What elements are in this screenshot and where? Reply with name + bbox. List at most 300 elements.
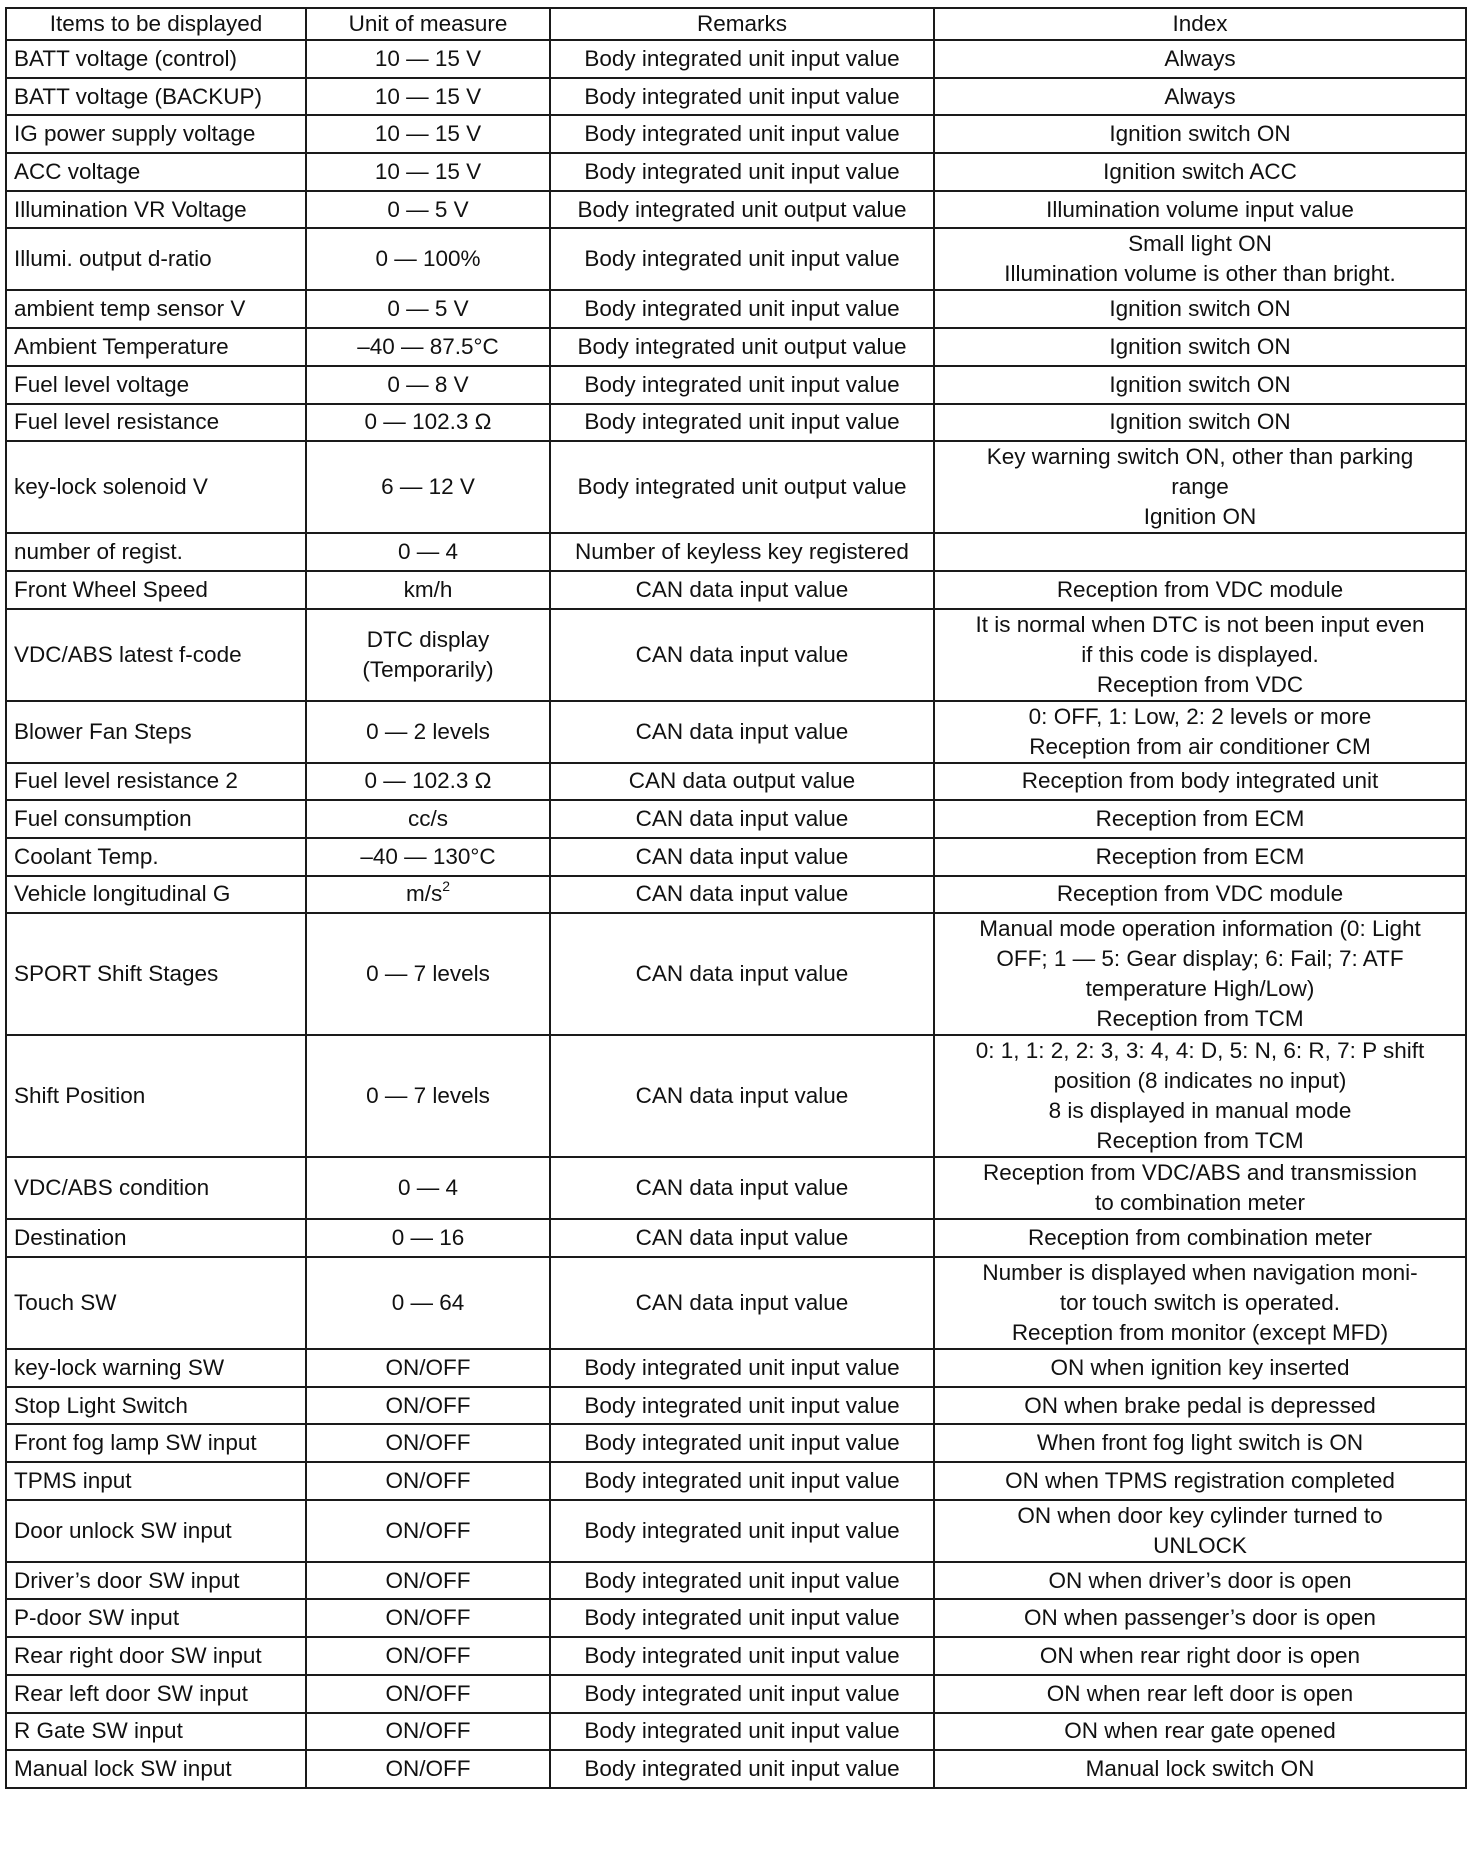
item-cell	[6, 913, 306, 1035]
index-cell	[934, 913, 1466, 1035]
unit-cell	[306, 290, 550, 328]
unit-cell	[306, 838, 550, 876]
index-cell-line: Reception from body integrated unit	[1021, 768, 1379, 794]
unit-cell	[306, 1675, 550, 1713]
item-cell	[6, 328, 306, 366]
index-cell-line: ON when TPMS registration completed	[1005, 1467, 1395, 1493]
item-cell	[6, 1157, 306, 1219]
item-cell-text: Coolant Temp.	[14, 843, 159, 869]
remarks-cell-text: CAN data input value	[635, 718, 849, 744]
index-cell-line: Ignition switch ON	[1109, 296, 1291, 322]
item-cell-text: VDC/ABS condition	[14, 1175, 210, 1201]
unit-cell-text: –40 — 130°C	[360, 843, 496, 869]
unit-cell	[306, 1750, 550, 1788]
index-cell-line: Illumination volume is other than bright.	[1004, 261, 1396, 287]
remarks-cell	[550, 441, 934, 533]
item-cell-text: Fuel level resistance 2	[14, 768, 238, 794]
item-cell	[6, 701, 306, 763]
remarks-cell	[550, 328, 934, 366]
unit-cell-text: –40 — 87.5°C	[357, 333, 499, 359]
item-cell-text: Fuel level voltage	[14, 371, 190, 397]
remarks-cell-text: CAN data input value	[635, 806, 849, 832]
item-cell	[6, 191, 306, 229]
table-row	[6, 441, 1466, 533]
unit-cell-text: ON/OFF	[385, 1680, 471, 1706]
unit-cell	[306, 404, 550, 442]
table-row	[6, 1562, 1466, 1600]
item-cell	[6, 40, 306, 78]
remarks-cell	[550, 78, 934, 116]
remarks-cell	[550, 153, 934, 191]
unit-cell-text: 0 — 8 V	[387, 371, 469, 397]
index-cell	[934, 228, 1466, 290]
index-cell	[934, 1750, 1466, 1788]
item-cell-text: number of regist.	[14, 539, 183, 565]
item-cell	[6, 1500, 306, 1562]
remarks-cell-text: CAN data input value	[635, 1225, 849, 1251]
index-cell	[934, 441, 1466, 533]
index-cell-line: Always	[1164, 45, 1236, 71]
table-row	[6, 913, 1466, 1035]
index-cell-line: if this code is displayed.	[1081, 641, 1319, 667]
table-row	[6, 191, 1466, 229]
index-cell-line: tor touch switch is operated.	[1059, 1290, 1341, 1315]
index-cell	[934, 78, 1466, 116]
item-cell-text: Front fog lamp SW input	[14, 1430, 257, 1456]
table-row	[6, 1157, 1466, 1219]
item-cell	[6, 441, 306, 533]
index-cell-line: Reception from monitor (except MFD)	[1011, 1320, 1389, 1345]
item-cell-text: key-lock solenoid V	[14, 474, 208, 500]
index-cell-line: Reception from VDC/ABS and transmission	[983, 1160, 1417, 1186]
remarks-cell	[550, 1500, 934, 1562]
remarks-cell	[550, 1257, 934, 1349]
item-cell	[6, 1257, 306, 1349]
item-cell	[6, 1219, 306, 1257]
header-remarks: Remarks	[550, 8, 934, 40]
item-cell-text: IG power supply voltage	[14, 121, 256, 147]
item-cell	[6, 1637, 306, 1675]
index-cell	[934, 191, 1466, 229]
unit-cell	[306, 1349, 550, 1387]
index-cell-line: 8 is displayed in manual mode	[1048, 1098, 1352, 1124]
item-cell	[6, 78, 306, 116]
item-cell-text: P-door SW input	[14, 1605, 180, 1631]
item-cell	[6, 1349, 306, 1387]
index-cell-line: Reception from ECM	[1095, 843, 1305, 869]
unit-cell	[306, 228, 550, 290]
item-cell-text: VDC/ABS latest f-code	[14, 641, 242, 667]
remarks-cell-text: Body integrated unit input value	[584, 296, 900, 322]
unit-cell-text: 0 — 5 V	[387, 196, 469, 222]
unit-cell	[306, 609, 550, 701]
table-row	[6, 328, 1466, 366]
unit-cell	[306, 1637, 550, 1675]
header-unit: Unit of measure	[306, 8, 550, 40]
index-cell-line: Always	[1164, 83, 1236, 109]
remarks-cell	[550, 876, 934, 914]
unit-cell-text: 0 — 7 levels	[366, 961, 490, 987]
index-cell-line: Small light ON	[1128, 231, 1272, 257]
table-row	[6, 1675, 1466, 1713]
index-cell	[934, 838, 1466, 876]
index-cell-line: Manual mode operation information (0: Light	[979, 916, 1421, 942]
item-cell	[6, 153, 306, 191]
remarks-cell-text: Body integrated unit input value	[584, 246, 900, 272]
item-cell-text: Illumi. output d-ratio	[14, 246, 212, 272]
remarks-cell-text: Body integrated unit input value	[584, 158, 900, 184]
remarks-cell	[550, 800, 934, 838]
table-row	[6, 838, 1466, 876]
data-monitor-table	[5, 7, 1467, 1789]
table-row	[6, 1750, 1466, 1788]
item-cell-text: Vehicle longitudinal G	[14, 881, 231, 907]
item-cell	[6, 838, 306, 876]
item-cell	[6, 228, 306, 290]
index-cell-line: Reception from VDC module	[1056, 881, 1344, 907]
table-row	[6, 701, 1466, 763]
remarks-cell-text: Body integrated unit input value	[584, 1605, 900, 1631]
header-items: Items to be displayed	[6, 8, 306, 40]
unit-cell	[306, 913, 550, 1035]
remarks-cell	[550, 40, 934, 78]
index-cell-line: 0: 1, 1: 2, 2: 3, 3: 4, 4: D, 5: N, 6: R, 7: P shift	[975, 1038, 1425, 1064]
index-cell	[934, 609, 1466, 701]
item-cell-text: R Gate SW input	[14, 1718, 183, 1744]
unit-cell-text: m/s	[405, 881, 443, 907]
item-cell	[6, 609, 306, 701]
unit-cell-text: km/h	[403, 576, 453, 602]
index-cell	[934, 571, 1466, 609]
remarks-cell	[550, 404, 934, 442]
unit-cell-text: 0 — 2 levels	[366, 718, 490, 744]
unit-cell	[306, 366, 550, 404]
index-cell-line: ON when driver’s door is open	[1048, 1567, 1352, 1593]
index-cell	[934, 1713, 1466, 1751]
item-cell-text: TPMS input	[14, 1467, 132, 1493]
index-cell-line: ON when passenger’s door is open	[1024, 1605, 1376, 1631]
index-cell-line: Reception from TCM	[1096, 1128, 1304, 1154]
table-row	[6, 609, 1466, 701]
unit-cell-text: ON/OFF	[385, 1430, 471, 1456]
index-cell-line: to combination meter	[1094, 1190, 1306, 1216]
index-cell-line: UNLOCK	[1153, 1532, 1247, 1558]
item-cell	[6, 571, 306, 609]
item-cell-text: Fuel consumption	[14, 806, 192, 832]
unit-cell	[306, 1424, 550, 1462]
unit-cell-text: 0 — 4	[397, 539, 459, 565]
table-row	[6, 1257, 1466, 1349]
item-cell-text: Shift Position	[14, 1083, 146, 1109]
index-cell-line: Illumination volume input value	[1046, 196, 1354, 222]
table-row	[6, 1349, 1466, 1387]
remarks-cell	[550, 1675, 934, 1713]
item-cell-text: Rear left door SW input	[14, 1680, 248, 1706]
item-cell-text: key-lock warning SW	[14, 1354, 225, 1380]
item-cell-text: Ambient Temperature	[14, 333, 229, 359]
unit-cell	[306, 1599, 550, 1637]
remarks-cell-text: Body integrated unit input value	[584, 1517, 900, 1543]
remarks-cell-text: Body integrated unit input value	[584, 1718, 900, 1744]
table-row	[6, 115, 1466, 153]
unit-cell-text: 0 — 100%	[375, 246, 481, 272]
index-cell	[934, 701, 1466, 763]
unit-cell-line: DTC display	[366, 626, 490, 652]
item-cell-text: Driver’s door SW input	[14, 1567, 240, 1593]
unit-cell	[306, 1219, 550, 1257]
index-cell-line: OFF; 1 — 5: Gear display; 6: Fail; 7: ATF	[996, 946, 1404, 972]
item-cell-text: Rear right door SW input	[14, 1642, 262, 1668]
unit-cell-text: 6 — 12 V	[381, 474, 475, 500]
remarks-cell-text: Body integrated unit input value	[584, 83, 900, 109]
unit-cell-text: 0 — 7 levels	[366, 1083, 490, 1109]
index-cell	[934, 1219, 1466, 1257]
index-cell-line: position (8 indicates no input)	[1053, 1068, 1347, 1094]
remarks-cell	[550, 1424, 934, 1462]
table-row	[6, 533, 1466, 571]
item-cell-text: BATT voltage (BACKUP)	[14, 83, 262, 109]
unit-cell	[306, 191, 550, 229]
remarks-cell-text: CAN data input value	[635, 1175, 849, 1201]
index-cell	[934, 1599, 1466, 1637]
table-row	[6, 290, 1466, 328]
item-cell-text: Front Wheel Speed	[14, 576, 208, 602]
item-cell	[6, 1750, 306, 1788]
index-cell	[934, 1257, 1466, 1349]
remarks-cell-text: Body integrated unit input value	[584, 1467, 900, 1493]
item-cell-text: Blower Fan Steps	[14, 718, 192, 744]
index-cell-line: When front fog light switch is ON	[1036, 1430, 1364, 1456]
index-cell-line: Reception from TCM	[1096, 1006, 1304, 1032]
remarks-cell	[550, 1713, 934, 1751]
unit-cell-text: ON/OFF	[385, 1642, 471, 1668]
index-cell	[934, 366, 1466, 404]
unit-cell	[306, 763, 550, 801]
remarks-cell	[550, 1219, 934, 1257]
unit-cell-text: ON/OFF	[385, 1756, 471, 1782]
remarks-cell-text: CAN data input value	[635, 576, 849, 602]
remarks-cell	[550, 1157, 934, 1219]
table-row	[6, 763, 1466, 801]
remarks-cell	[550, 1599, 934, 1637]
index-cell-line: range	[1171, 474, 1229, 500]
index-cell-line: ON when door key cylinder turned to	[1017, 1502, 1383, 1528]
item-cell	[6, 533, 306, 571]
unit-cell	[306, 800, 550, 838]
remarks-cell-text: Number of keyless key registered	[575, 539, 909, 565]
remarks-cell-text: Body integrated unit output value	[577, 333, 907, 359]
unit-cell	[306, 115, 550, 153]
index-cell-line: ON when ignition key inserted	[1050, 1354, 1350, 1380]
index-cell-line: Reception from ECM	[1095, 806, 1305, 832]
remarks-cell-text: Body integrated unit input value	[584, 371, 900, 397]
index-cell-line: temperature High/Low)	[1085, 976, 1315, 1002]
index-cell-line: Key warning switch ON, other than parking	[986, 444, 1414, 470]
remarks-cell	[550, 290, 934, 328]
remarks-cell-text: CAN data output value	[628, 768, 856, 794]
remarks-cell	[550, 191, 934, 229]
remarks-cell	[550, 701, 934, 763]
item-cell-text: Illumination VR Voltage	[14, 196, 247, 222]
table-body	[6, 40, 1466, 1788]
index-cell	[934, 1157, 1466, 1219]
unit-cell-text: 0 — 16	[391, 1225, 465, 1251]
index-cell	[934, 40, 1466, 78]
index-cell	[934, 763, 1466, 801]
index-cell	[934, 1387, 1466, 1425]
unit-cell-text: 0 — 102.3 Ω	[364, 768, 492, 794]
unit-cell	[306, 1035, 550, 1157]
index-cell	[934, 876, 1466, 914]
index-cell-line: Reception from VDC	[1096, 671, 1304, 697]
item-cell	[6, 1462, 306, 1500]
remarks-cell	[550, 1562, 934, 1600]
remarks-cell-text: Body integrated unit input value	[584, 1642, 900, 1668]
item-cell-text: Stop Light Switch	[14, 1392, 188, 1418]
unit-cell	[306, 1500, 550, 1562]
table-row	[6, 1713, 1466, 1751]
remarks-cell	[550, 533, 934, 571]
unit-cell-text: ON/OFF	[385, 1567, 471, 1593]
index-cell-line: 0: OFF, 1: Low, 2: 2 levels or more	[1028, 703, 1372, 729]
remarks-cell	[550, 763, 934, 801]
index-cell	[934, 115, 1466, 153]
item-cell-text: BATT voltage (control)	[14, 45, 238, 71]
remarks-cell	[550, 1750, 934, 1788]
index-cell	[934, 1562, 1466, 1600]
unit-cell	[306, 533, 550, 571]
unit-cell	[306, 1713, 550, 1751]
remarks-cell-text: Body integrated unit input value	[584, 121, 900, 147]
unit-superscript: 2	[442, 877, 451, 894]
index-cell-line: ON when rear right door is open	[1039, 1642, 1361, 1668]
header-index: Index	[934, 8, 1466, 40]
table-row	[6, 1387, 1466, 1425]
unit-cell-text: ON/OFF	[385, 1467, 471, 1493]
item-cell	[6, 404, 306, 442]
table-row	[6, 228, 1466, 290]
remarks-cell-text: Body integrated unit input value	[584, 1756, 900, 1782]
index-cell-line: Ignition switch ON	[1109, 121, 1291, 147]
item-cell	[6, 1713, 306, 1751]
table-row	[6, 1035, 1466, 1157]
index-cell	[934, 290, 1466, 328]
remarks-cell-text: Body integrated unit input value	[584, 1430, 900, 1456]
table-row	[6, 366, 1466, 404]
remarks-cell	[550, 115, 934, 153]
remarks-cell-text: CAN data input value	[635, 1083, 849, 1109]
unit-cell-line: (Temporarily)	[362, 656, 494, 682]
index-cell	[934, 1462, 1466, 1500]
item-cell	[6, 1387, 306, 1425]
index-cell-line: Number is displayed when navigation moni-	[982, 1260, 1418, 1285]
index-cell	[934, 1349, 1466, 1387]
remarks-cell-text: Body integrated unit input value	[584, 409, 900, 435]
index-cell	[934, 800, 1466, 838]
unit-cell	[306, 876, 550, 914]
remarks-cell	[550, 609, 934, 701]
header-row	[6, 8, 1466, 40]
unit-cell	[306, 1257, 550, 1349]
unit-cell-text: 0 — 64	[391, 1290, 465, 1315]
item-cell	[6, 763, 306, 801]
item-cell	[6, 1035, 306, 1157]
unit-cell	[306, 1462, 550, 1500]
remarks-cell-text: CAN data input value	[635, 843, 849, 869]
item-cell-text: Manual lock SW input	[14, 1756, 232, 1782]
remarks-cell	[550, 1387, 934, 1425]
item-cell-text: SPORT Shift Stages	[14, 961, 219, 987]
index-cell	[934, 1035, 1466, 1157]
unit-cell	[306, 153, 550, 191]
remarks-cell	[550, 1462, 934, 1500]
remarks-cell-text: CAN data input value	[635, 1290, 849, 1315]
unit-cell-text: 0 — 4	[397, 1175, 459, 1201]
unit-cell	[306, 1157, 550, 1219]
index-cell-line: It is normal when DTC is not been input even	[975, 611, 1425, 637]
remarks-cell	[550, 1035, 934, 1157]
remarks-cell-text: Body integrated unit input value	[584, 1680, 900, 1706]
unit-cell	[306, 1387, 550, 1425]
remarks-cell	[550, 228, 934, 290]
table-row	[6, 404, 1466, 442]
unit-cell-text: 0 — 5 V	[387, 296, 469, 322]
table-row	[6, 1637, 1466, 1675]
item-cell	[6, 1675, 306, 1713]
unit-cell-text: ON/OFF	[385, 1718, 471, 1744]
index-cell	[934, 533, 1466, 571]
unit-cell	[306, 571, 550, 609]
unit-cell-text: 10 — 15 V	[374, 83, 482, 109]
table-row	[6, 78, 1466, 116]
item-cell	[6, 115, 306, 153]
unit-cell-text: 0 — 102.3 Ω	[364, 409, 492, 435]
item-cell	[6, 366, 306, 404]
index-cell	[934, 328, 1466, 366]
unit-cell	[306, 1562, 550, 1600]
item-cell-text: Door unlock SW input	[14, 1517, 232, 1543]
table-row	[6, 1219, 1466, 1257]
unit-cell-text: ON/OFF	[385, 1605, 471, 1631]
remarks-cell	[550, 366, 934, 404]
index-cell	[934, 1500, 1466, 1562]
index-cell-line: Manual lock switch ON	[1085, 1756, 1315, 1782]
unit-cell-text: ON/OFF	[385, 1517, 471, 1543]
table-row	[6, 1599, 1466, 1637]
item-cell-text: Touch SW	[14, 1290, 117, 1315]
item-cell	[6, 800, 306, 838]
index-cell	[934, 404, 1466, 442]
remarks-cell	[550, 913, 934, 1035]
item-cell	[6, 876, 306, 914]
unit-cell	[306, 441, 550, 533]
index-cell	[934, 1424, 1466, 1462]
unit-cell-text: cc/s	[407, 806, 448, 832]
index-cell	[934, 1675, 1466, 1713]
remarks-cell-text: Body integrated unit input value	[584, 1354, 900, 1380]
index-cell-line: Ignition switch ON	[1109, 409, 1291, 435]
index-cell-line: ON when rear gate opened	[1064, 1718, 1336, 1744]
item-cell-text: ACC voltage	[14, 158, 141, 184]
remarks-cell-text: Body integrated unit output value	[577, 196, 907, 222]
unit-cell-text: 10 — 15 V	[374, 158, 482, 184]
index-cell-line: ON when rear left door is open	[1046, 1680, 1354, 1706]
item-cell	[6, 1562, 306, 1600]
remarks-cell-text: CAN data input value	[635, 961, 849, 987]
unit-cell-text: 10 — 15 V	[374, 121, 482, 147]
index-cell-line: Reception from air conditioner CM	[1029, 733, 1371, 759]
index-cell-line: Reception from combination meter	[1028, 1225, 1372, 1251]
